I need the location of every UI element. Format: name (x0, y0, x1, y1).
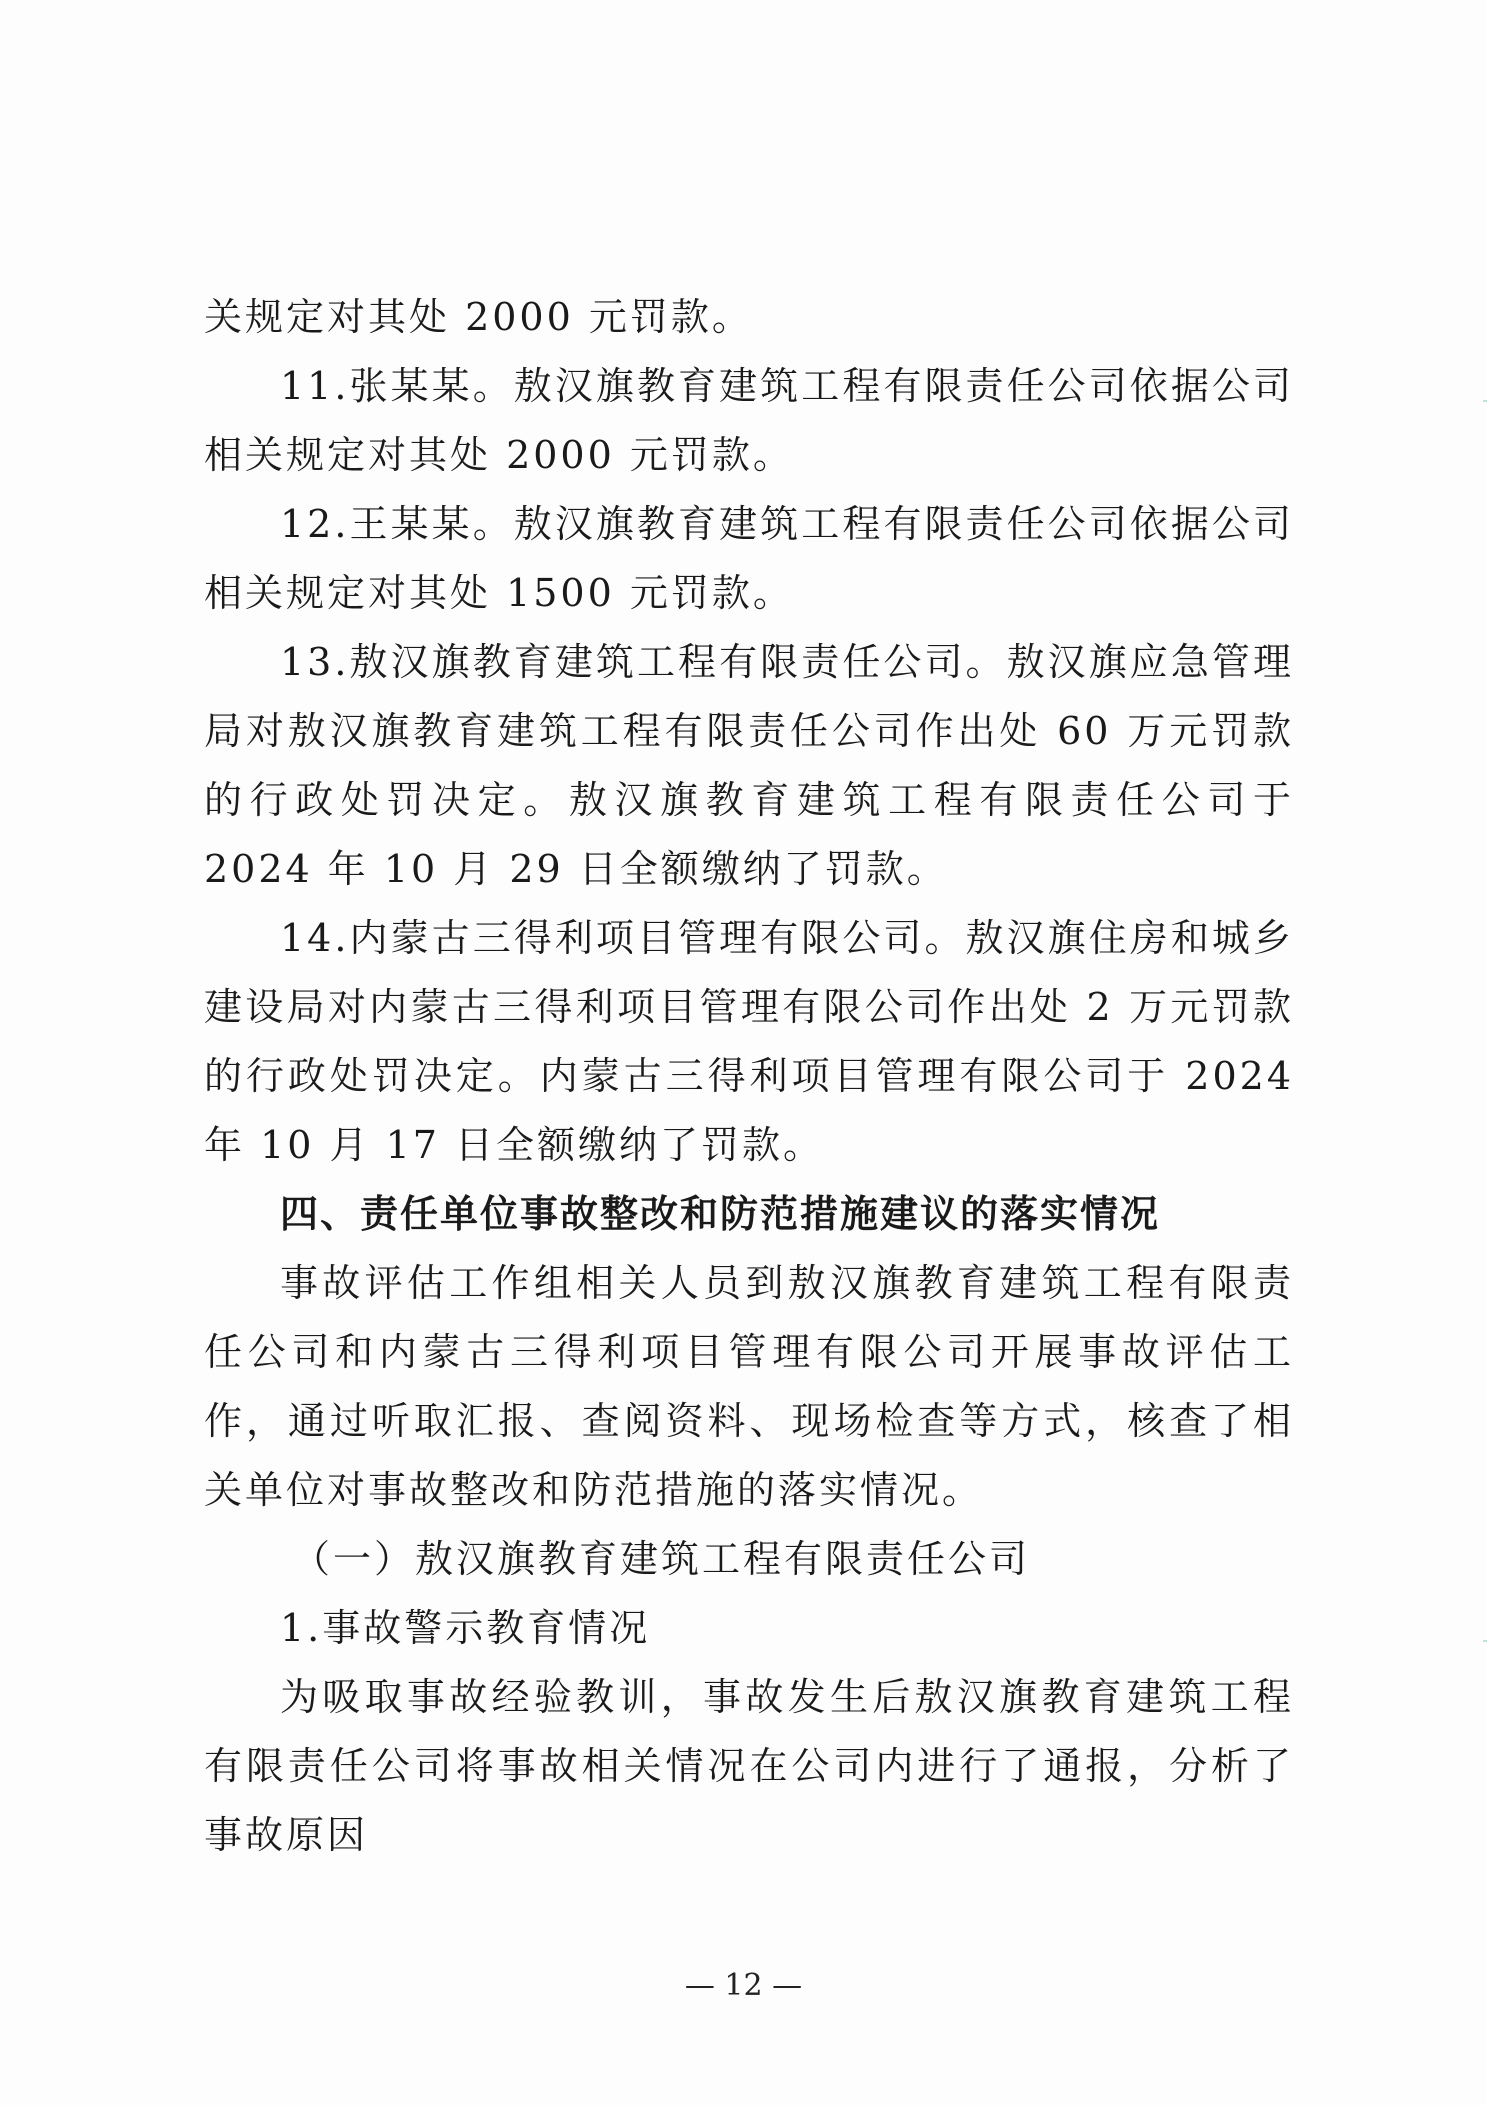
paragraph-item-13: 13.敖汉旗教育建筑工程有限责任公司。敖汉旗应急管理局对敖汉旗教育建筑工程有限责任公司作出处 60 万元罚款的行政处罚决定。敖汉旗教育建筑工程有限责任公司于 2024 年 10 月 29 日全额缴纳了罚款。 (204, 640, 1294, 891)
document-body (204, 283, 1294, 1870)
paragraph-continuation: 关规定对其处 2000 元罚款。 (204, 295, 753, 339)
subsection-heading: （一）敖汉旗教育建筑工程有限责任公司 (292, 1537, 1031, 1581)
paragraph-item-11: 11.张某某。敖汉旗教育建筑工程有限责任公司依据公司相关规定对其处 2000 元罚款。 (204, 364, 1294, 477)
paragraph-item-14: 14.内蒙古三得利项目管理有限公司。敖汉旗住房和城乡建设局对内蒙古三得利项目管理有限公司作出处 2 万元罚款的行政处罚决定。内蒙古三得利项目管理有限公司于 2024 年 10 月 17 日全额缴纳了罚款。 (204, 916, 1294, 1167)
scan-edge-mark (1483, 400, 1487, 402)
section-heading: 四、责任单位事故整改和防范措施建议的落实情况 (280, 1192, 1161, 1236)
page-number: — 12 — (684, 1968, 803, 2003)
item-body-paragraph: 为吸取事故经验教训，事故发生后敖汉旗教育建筑工程有限责任公司将事故相关情况在公司内进行了通报，分析了事故原因 (204, 1675, 1294, 1857)
paragraph-item-12: 12.王某某。敖汉旗教育建筑工程有限责任公司依据公司相关规定对其处 1500 元罚款。 (204, 502, 1294, 615)
item-heading: 1.事故警示教育情况 (280, 1606, 651, 1650)
scan-edge-mark (1483, 1640, 1487, 1642)
section-intro-paragraph: 事故评估工作组相关人员到敖汉旗教育建筑工程有限责任公司和内蒙古三得利项目管理有限公司开展事故评估工作，通过听取汇报、查阅资料、现场检查等方式，核查了相关单位对事故整改和防范措施的落实情况。 (204, 1261, 1294, 1512)
